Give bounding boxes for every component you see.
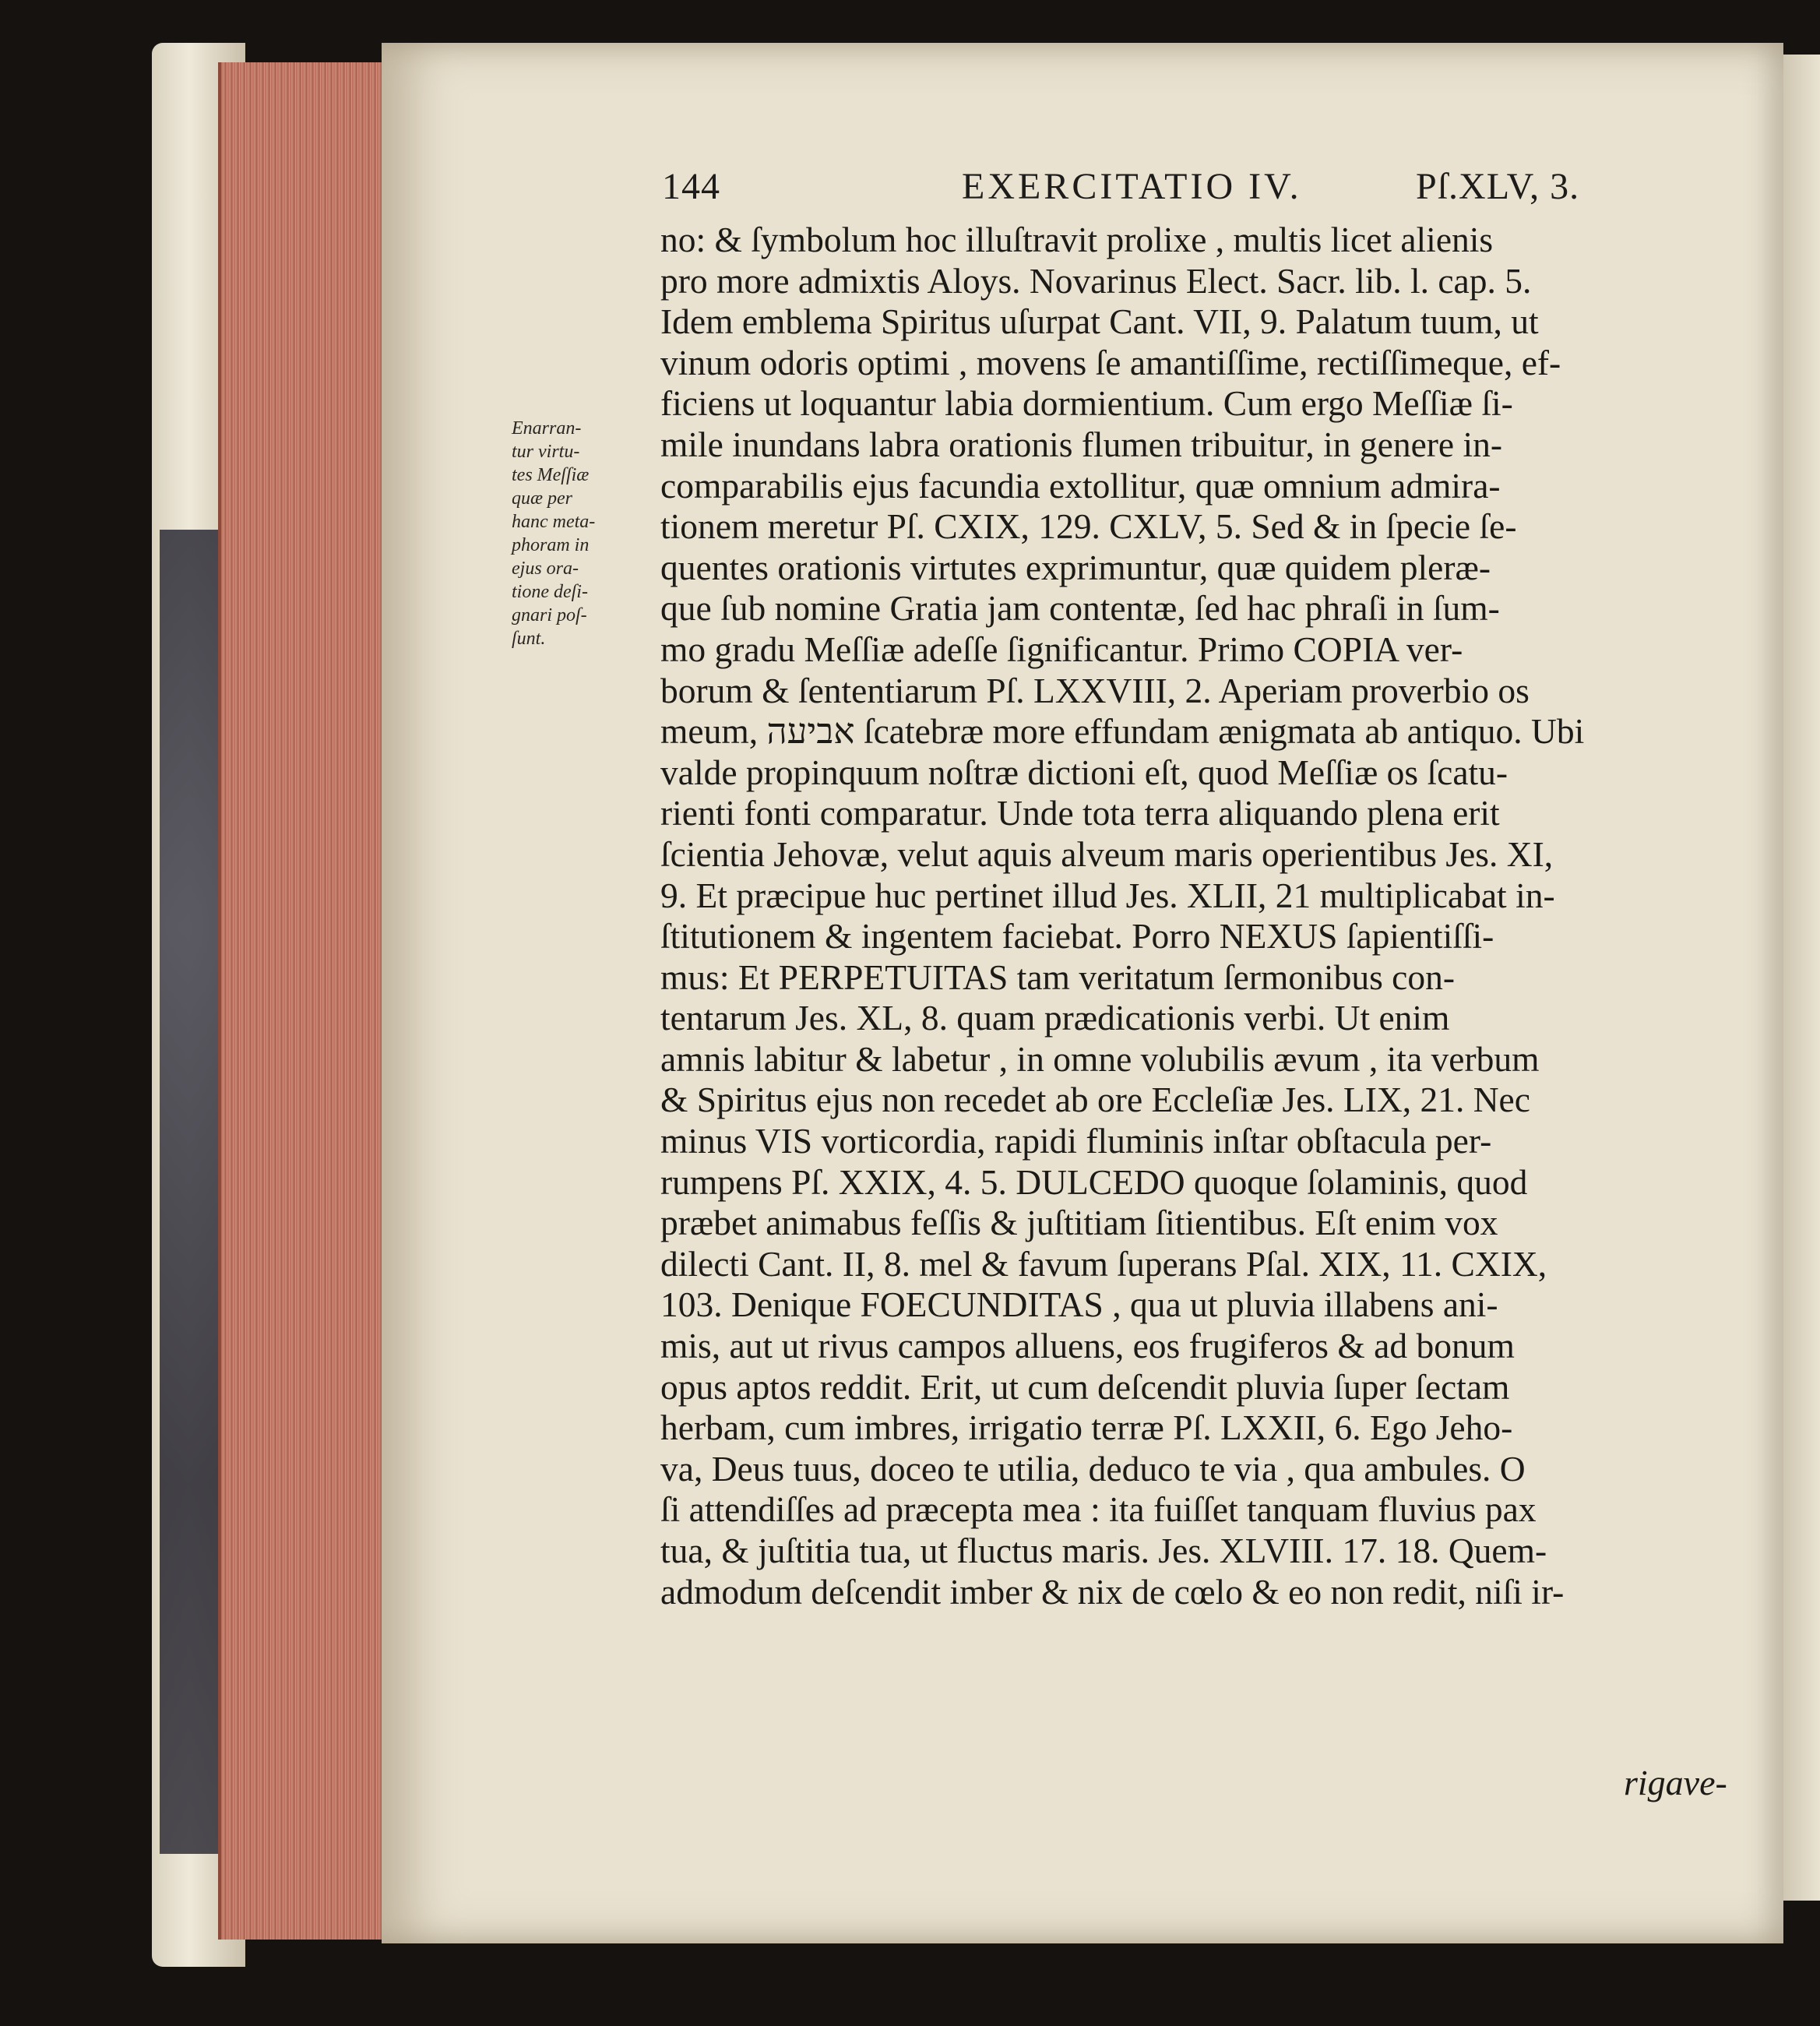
running-header — [662, 165, 1768, 220]
margin-note-line: gnari poſ- — [512, 605, 587, 625]
marbled-cover-patch — [160, 530, 226, 1854]
page-edges — [218, 62, 400, 1940]
margin-note-line: tur virtu- — [512, 442, 580, 462]
text-line: admodum deſcendit imber & nix de cœlo & eo non redit, niſi ir- — [660, 1571, 1565, 1612]
text-line: mile inundans labra orationis flumen tribuitur, in genere in- — [660, 424, 1503, 464]
margin-note-line: tes Meſſiæ — [512, 465, 590, 485]
text-line: que ſub nomine Gratia jam contentæ, ſed hac phraſi in ſum- — [660, 588, 1500, 629]
margin-note-line: tione deſi- — [512, 582, 588, 602]
text-line: 9. Et præcipue huc pertinet illud Jes. XLII, 21 multiplicabat in- — [660, 875, 1555, 915]
text-line: ſtitutionem & ingentem faciebat. Porro NEXUS ſapientiſſi- — [660, 916, 1494, 957]
text-line: tentarum Jes. XL, 8. quam prædicationis verbi. Ut enim — [660, 998, 1450, 1038]
page-number: 144 — [662, 166, 720, 207]
margin-note-line: quæ per — [512, 488, 572, 509]
margin-note-line: Enarran- — [512, 418, 582, 439]
margin-note-line: ejus ora- — [512, 558, 579, 579]
text-line: no: & ſymbolum hoc illuſtravit prolixe , multis licet alienis — [660, 220, 1494, 259]
text-line: comparabilis ejus facundia extollitur, quæ omnium admira- — [660, 465, 1501, 506]
text-line: va, Deus tuus, doceo te utilia, deduco te via , qua ambules. O — [660, 1448, 1526, 1489]
text-line: herbam, cum imbres, irrigatio terræ Pſ. LXXII, 6. Ego Jeho- — [660, 1408, 1513, 1448]
text-line: rumpens Pſ. XXIX, 4. 5. DULCEDO quoque ſolaminis, quod — [660, 1161, 1528, 1202]
text-line: meum, אביעה ſcatebræ more effundam ænigmata ab antiquo. Ubi — [660, 711, 1585, 752]
text-line: mis, aut ut rivus campos alluens, eos frugiferos & ad bonum — [660, 1326, 1515, 1366]
text-line: & Spiritus ejus non recedet ab ore Eccleſiæ Jes. LIX, 21. Nec — [660, 1080, 1530, 1120]
text-line: 103. Denique FOECUNDITAS , qua ut pluvia illabens ani- — [660, 1284, 1498, 1325]
text-line: dilecti Cant. II, 8. mel & favum ſuperans Pſal. XIX, 11. CXIX, — [660, 1243, 1547, 1284]
text-line: vinum odoris optimi , movens ſe amantiſſime, rectiſſimeque, ef- — [660, 342, 1561, 382]
text-line: borum & ſententiarum Pſ. LXXVIII, 2. Aperiam proverbio os — [660, 670, 1530, 710]
margin-note-line: ſunt. — [512, 629, 546, 649]
catchword: rigave- — [1624, 1763, 1727, 1802]
text-line: valde propinquum noſtræ dictioni eſt, quod Meſſiæ os ſcatu- — [660, 752, 1508, 792]
text-line: pro more admixtis Aloys. Novarinus Elect. Sacr. lib. l. cap. 5. — [660, 260, 1532, 301]
text-line: mo gradu Meſſiæ adeſſe ſignificantur. Primo COPIA ver- — [660, 629, 1463, 669]
text-line: minus VIS vorticordia, rapidi fluminis inſtar obſtacula per- — [660, 1121, 1492, 1161]
text-line: ſcientia Jehovæ, velut aquis alveum maris operientibus Jes. XI, — [660, 833, 1554, 874]
text-line: Idem emblema Spiritus uſurpat Cant. VII, 9. Palatum tuum, ut — [660, 301, 1539, 342]
text-line: opus aptos reddit. Erit, ut cum deſcendit pluvia ſuper ſectam — [660, 1366, 1510, 1407]
text-line: rienti fonti comparatur. Unde tota terra aliquando plena erit — [660, 793, 1500, 833]
text-line: ficiens ut loquantur labia dormientium. Cum ergo Meſſiæ ſi- — [660, 383, 1513, 424]
running-title: EXERCITATIO IV. — [962, 166, 1302, 207]
text-line: ſi attendiſſes ad præcepta mea : ita fuiſſet tanquam fluvius pax — [660, 1489, 1537, 1530]
psalm-reference: Pſ.XLV, 3. — [1416, 166, 1580, 207]
text-line: præbet animabus feſſis & juſtitiam ſitientibus. Eſt enim vox — [660, 1203, 1498, 1243]
main-text-block — [660, 220, 1766, 1612]
text-line: quentes orationis virtutes exprimuntur, quæ quidem pleræ- — [660, 547, 1491, 587]
text-line: tua, & juſtitia tua, ut fluctus maris. Jes. XLVIII. 17. 18. Quem- — [660, 1531, 1547, 1570]
marginal-note — [512, 417, 628, 650]
facing-page-edge — [1783, 55, 1820, 1901]
text-line: tionem meretur Pſ. CXIX, 129. CXLV, 5. Sed & in ſpecie ſe- — [660, 506, 1517, 547]
margin-note-line: hanc meta- — [512, 512, 596, 532]
text-line: mus: Et PERPETUITAS tam veritatum ſermonibus con- — [660, 957, 1455, 997]
text-line: amnis labitur & labetur , in omne volubilis ævum , ita verbum — [660, 1038, 1540, 1079]
margin-note-line: phoram in — [512, 535, 590, 555]
